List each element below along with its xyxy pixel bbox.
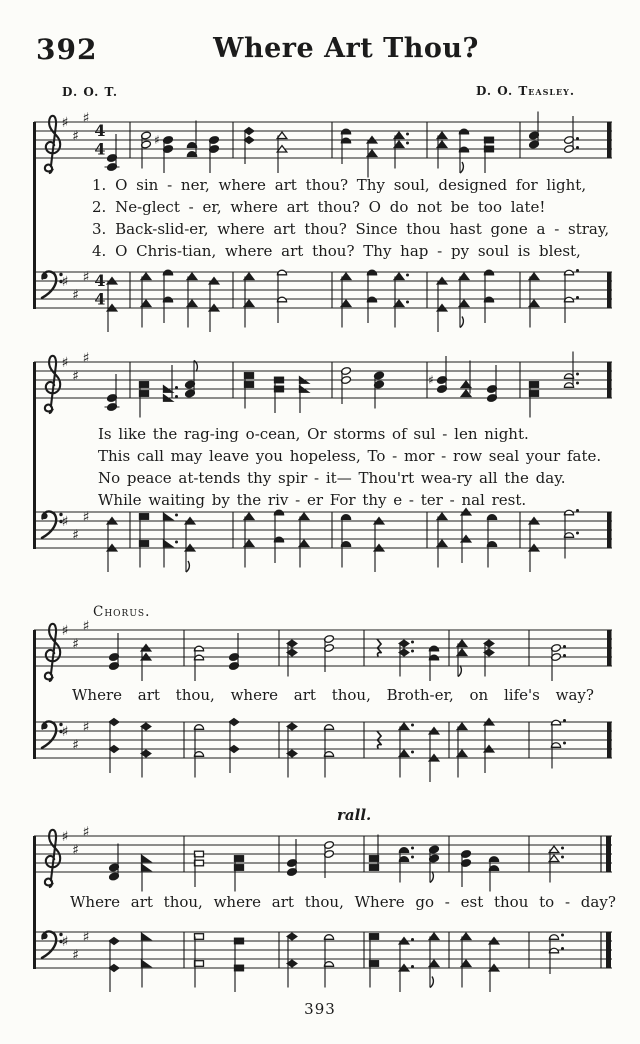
- note-head: [142, 933, 151, 939]
- note-head: [370, 865, 379, 871]
- note-head: [484, 640, 494, 647]
- sharp-icon: ♯: [82, 110, 90, 127]
- note-head: [109, 719, 119, 726]
- sharp-icon: ♯: [72, 737, 79, 754]
- augmentation-dot: [406, 133, 409, 136]
- note-head: [370, 961, 379, 967]
- augmentation-dot: [563, 742, 566, 745]
- note-head: [399, 649, 409, 656]
- chorus-lyric-line: Where art thou, where art thou, Broth-er, on life's way?: [72, 686, 594, 704]
- note-head: [457, 640, 467, 646]
- sharp-icon: ♯: [61, 622, 69, 639]
- sharp-icon: ♯: [82, 719, 90, 736]
- chorus-label: Chorus.: [93, 604, 151, 620]
- note-head: [399, 857, 408, 862]
- note-head: [529, 273, 539, 279]
- note-head: [195, 851, 204, 857]
- note-head: [277, 297, 286, 302]
- chorus-bass-staff: [34, 710, 620, 780]
- note-head: [140, 382, 149, 388]
- augmentation-dot: [411, 641, 414, 644]
- sharp-icon: ♯: [72, 287, 79, 304]
- note-head: [235, 865, 244, 871]
- sharp-icon: ♯: [72, 842, 79, 859]
- note-head: [299, 513, 309, 519]
- note-head: [564, 297, 573, 302]
- augmentation-dot: [561, 947, 564, 950]
- note-head: [341, 300, 351, 306]
- treble-clef-icon: [45, 624, 60, 681]
- note-head: [164, 513, 173, 519]
- note-head: [489, 857, 498, 862]
- note-head: [394, 141, 404, 147]
- augmentation-dot: [576, 509, 579, 512]
- augmentation-dot: [563, 654, 566, 657]
- note-head: [194, 752, 203, 757]
- augmentation-dot: [411, 856, 414, 859]
- time-signature-top: 4: [94, 271, 106, 290]
- note-head: [287, 640, 297, 647]
- note-head: [459, 129, 468, 134]
- sharp-icon: ♯: [82, 350, 90, 367]
- composer-name: D. O. Teasley.: [475, 84, 575, 98]
- sharp-icon: ♯: [61, 723, 69, 740]
- note-head: [461, 390, 471, 396]
- note-head: [140, 514, 149, 520]
- note-head: [367, 297, 376, 302]
- augmentation-dot: [576, 296, 579, 299]
- note-head: [324, 962, 333, 967]
- note-head: [437, 132, 447, 138]
- note-head: [564, 533, 573, 538]
- note-head: [459, 273, 469, 279]
- note-head: [530, 391, 539, 397]
- note-head: [287, 649, 297, 656]
- note-head: [457, 723, 467, 729]
- note-head: [564, 374, 573, 379]
- note-head: [194, 646, 203, 651]
- augmentation-dot: [175, 386, 178, 389]
- note-head: [489, 866, 498, 871]
- note-head: [437, 540, 447, 546]
- sharp-icon: ♯: [72, 636, 79, 653]
- note-head: [274, 510, 283, 515]
- verse1-line2: Is like the rag-ing o-cean, Or storms of sul - len night.: [98, 425, 529, 443]
- end-thick-barline: [607, 512, 612, 549]
- note-head: [109, 938, 119, 945]
- note-head: [287, 960, 297, 967]
- note-head: [109, 965, 119, 972]
- note-head: [244, 540, 254, 546]
- augmentation-dot: [576, 146, 579, 149]
- note-head: [140, 541, 149, 547]
- note-head: [370, 934, 379, 940]
- augmentation-dot: [563, 719, 566, 722]
- note-head: [274, 537, 283, 542]
- chorus-treble-staff: [34, 618, 620, 694]
- note-head: [299, 540, 309, 546]
- treble-clef-icon: [45, 830, 60, 887]
- sharp-icon: ♯: [61, 828, 69, 845]
- note-head: [485, 137, 494, 143]
- augmentation-dot: [175, 541, 178, 544]
- augmentation-dot: [411, 965, 414, 968]
- sharp-icon: ♯: [82, 618, 90, 635]
- note-head: [394, 300, 404, 306]
- note-head: [429, 655, 438, 660]
- note-head: [141, 723, 151, 730]
- note-head: [487, 515, 496, 520]
- note-head: [437, 141, 447, 147]
- page-number: 393: [304, 1000, 336, 1018]
- augmentation-dot: [576, 269, 579, 272]
- sharp-icon: ♯: [82, 509, 90, 526]
- note-head: [459, 300, 469, 306]
- note-head: [244, 513, 254, 519]
- sharp-icon: ♯: [72, 947, 79, 964]
- page-title: Where Art Thou?: [213, 33, 479, 64]
- end-thick-barline: [607, 722, 612, 759]
- augmentation-dot: [411, 724, 414, 727]
- note-head: [394, 273, 404, 279]
- note-head: [437, 513, 447, 519]
- note-head: [484, 297, 493, 302]
- note-head: [399, 640, 409, 647]
- author-initials: D. O. T.: [62, 85, 118, 99]
- note-head: [244, 273, 254, 279]
- note-head: [341, 542, 350, 547]
- rall-marking: rall.: [337, 806, 372, 824]
- note-head: [141, 273, 151, 279]
- system1-treble-staff: [34, 110, 620, 186]
- note-head: [164, 540, 173, 546]
- note-head: [324, 725, 333, 730]
- time-signature-top: 4: [94, 121, 106, 140]
- note-head: [142, 855, 151, 861]
- augmentation-dot: [411, 650, 414, 653]
- note-head: [484, 270, 493, 275]
- note-head: [551, 743, 560, 748]
- system2-bass-staff: [34, 500, 620, 570]
- final-bass-staff: [34, 920, 620, 990]
- bass-clef-icon: [41, 721, 62, 747]
- note-head: [244, 137, 254, 144]
- note-head: [341, 138, 350, 143]
- note-head: [275, 377, 284, 383]
- note-head: [459, 147, 468, 152]
- note-head: [229, 746, 239, 753]
- note-head: [275, 386, 284, 392]
- sharp-icon: ♯: [82, 824, 90, 841]
- note-head: [399, 723, 409, 729]
- final-lyric-line: Where art thou, where art thou, Where go - est thou to - day?: [70, 893, 616, 911]
- augmentation-dot: [406, 274, 409, 277]
- note-head: [277, 270, 286, 275]
- note-head: [487, 542, 496, 547]
- note-head: [324, 752, 333, 757]
- treble-clef-icon: [45, 116, 60, 173]
- note-head: [140, 391, 149, 397]
- note-head: [551, 720, 560, 725]
- note-head: [529, 300, 539, 306]
- note-head: [187, 143, 196, 148]
- note-head: [277, 132, 287, 138]
- end-thick-barline: [607, 122, 612, 159]
- note-head: [195, 961, 204, 967]
- note-head: [341, 515, 350, 520]
- note-head: [367, 150, 377, 156]
- note-head: [244, 128, 254, 135]
- end-thick-barline: [606, 932, 611, 969]
- note-head: [461, 381, 471, 387]
- note-head: [187, 300, 197, 306]
- sharp-icon: ♯: [72, 128, 79, 145]
- verse3-line2: No peace at-tends thy spir - it— Thou'rt wea-ry all the day.: [98, 469, 566, 487]
- note-head: [429, 646, 438, 651]
- verse3-line: 3. Back-slid-er, where art thou? Since thou hast gone a - stray,: [92, 220, 610, 238]
- note-head: [461, 960, 471, 966]
- sharp-icon: ♯: [61, 354, 69, 371]
- note-head: [142, 864, 151, 870]
- end-thick-barline: [607, 362, 612, 399]
- sharp-icon: ♯: [61, 513, 69, 530]
- verse1-line: 1. O sin - ner, where art thou? Thy soul, designed for light,: [92, 176, 587, 194]
- augmentation-dot: [576, 382, 579, 385]
- note-head: [141, 300, 151, 306]
- treble-clef-icon: [45, 356, 60, 413]
- augmentation-dot: [406, 142, 409, 145]
- time-signature-bottom: 4: [94, 139, 106, 159]
- note-head: [549, 948, 558, 953]
- note-head: [195, 934, 204, 940]
- augmentation-dot: [411, 938, 414, 941]
- note-head: [245, 382, 254, 388]
- note-head: [235, 938, 244, 944]
- note-head: [341, 273, 351, 279]
- note-head: [564, 383, 573, 388]
- note-head: [457, 649, 467, 655]
- note-head: [244, 300, 254, 306]
- bass-clef-icon: [41, 511, 62, 537]
- sharp-icon: ♯: [61, 273, 69, 290]
- note-head: [564, 270, 573, 275]
- time-signature-bottom: 4: [94, 289, 106, 309]
- augmentation-dot: [561, 934, 564, 937]
- end-thick-barline: [607, 272, 612, 309]
- note-head: [530, 382, 539, 388]
- hymn-number: 392: [36, 33, 98, 66]
- note-head: [287, 933, 297, 940]
- augmentation-dot: [175, 514, 178, 517]
- bass-clef-icon: [41, 931, 62, 957]
- end-thick-barline: [606, 836, 611, 873]
- note-head: [324, 935, 333, 940]
- note-head: [163, 297, 172, 302]
- note-head: [461, 933, 471, 939]
- sharp-icon: ♯: [72, 527, 79, 544]
- augmentation-dot: [561, 856, 564, 859]
- note-head: [163, 270, 172, 275]
- note-head: [235, 965, 244, 971]
- verse2-line: 2. Ne-glect - er, where art thou? O do not be too late!: [92, 198, 546, 216]
- note-head: [235, 856, 244, 862]
- system1-bass-staff: [34, 260, 620, 330]
- note-head: [109, 746, 119, 753]
- augmentation-dot: [175, 395, 178, 398]
- note-head: [394, 132, 404, 138]
- note-head: [245, 373, 254, 379]
- note-head: [429, 933, 439, 939]
- note-head: [141, 750, 151, 757]
- end-thick-barline: [607, 630, 612, 667]
- note-head: [287, 723, 297, 730]
- final-treble-staff: [34, 824, 620, 900]
- note-head: [341, 129, 350, 134]
- note-head: [549, 855, 559, 861]
- note-head: [549, 846, 559, 852]
- note-head: [367, 270, 376, 275]
- note-head: [194, 655, 203, 660]
- note-head: [549, 935, 558, 940]
- note-head: [142, 960, 151, 966]
- verse4-line2: While waiting by the riv - er For thy e - ter - nal rest.: [98, 491, 527, 509]
- note-head: [229, 719, 239, 726]
- sharp-accidental-icon: ♯: [428, 373, 434, 387]
- augmentation-dot: [561, 847, 564, 850]
- augmentation-dot: [576, 532, 579, 535]
- note-head: [564, 510, 573, 515]
- note-head: [457, 750, 467, 756]
- note-head: [187, 152, 196, 157]
- note-head: [484, 649, 494, 656]
- bass-clef-icon: [41, 271, 62, 297]
- note-head: [187, 273, 197, 279]
- note-head: [399, 848, 408, 853]
- augmentation-dot: [411, 751, 414, 754]
- augmentation-dot: [576, 373, 579, 376]
- note-head: [287, 750, 297, 757]
- sharp-icon: ♯: [82, 269, 90, 286]
- sharp-icon: ♯: [82, 929, 90, 946]
- verse2-line2: This call may leave you hopeless, To - mor - row seal your fate.: [98, 447, 602, 465]
- sharp-accidental-icon: ♯: [154, 133, 160, 147]
- system2-treble-staff: [34, 350, 620, 426]
- note-head: [399, 750, 409, 756]
- verse4-line: 4. O Chris-tian, where art thou? Thy hap - py soul is blest,: [92, 242, 581, 260]
- note-head: [370, 856, 379, 862]
- augmentation-dot: [576, 137, 579, 140]
- augmentation-dot: [563, 645, 566, 648]
- note-head: [195, 860, 204, 866]
- note-head: [194, 725, 203, 730]
- augmentation-dot: [406, 301, 409, 304]
- note-head: [485, 146, 494, 152]
- sharp-icon: ♯: [72, 368, 79, 385]
- sharp-icon: ♯: [61, 933, 69, 950]
- augmentation-dot: [411, 847, 414, 850]
- note-head: [429, 960, 439, 966]
- sharp-icon: ♯: [61, 114, 69, 131]
